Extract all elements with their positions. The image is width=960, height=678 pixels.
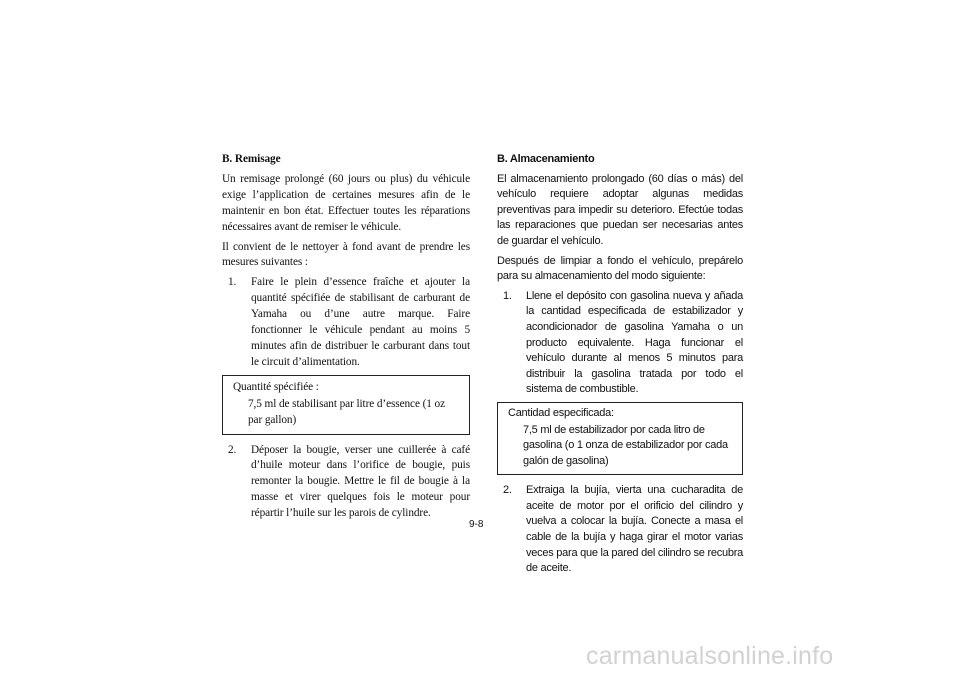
list-item-fr-1 xyxy=(222,275,470,370)
list-number: 1. xyxy=(503,289,512,302)
spec-box-es xyxy=(497,402,743,475)
paragraph-fr-2: Il convient de le nettoyer à fond avant de prendre les mesures suivantes : xyxy=(222,240,470,269)
french-column xyxy=(222,152,470,526)
section-heading-fr: B. Remisage xyxy=(222,153,281,165)
spec-label: Quantité spécifiée : xyxy=(233,380,319,393)
list-text: Extraiga la bujía, vierta una cucharadita de aceite de motor por el orificio del cilindro y vuelva a colocar la bujía. Conecte a masa el cable de la bujía y haga girar el motor varias veces para que la pared del cilindro se recubra de aceite. xyxy=(526,484,743,575)
list-number: 2. xyxy=(228,443,237,456)
list-text: Déposer la bougie, verser une cuillerée à café d’huile moteur dans l’orifice de bougie, puis remonter la bougie. Mettre le fil de bougie à la masse et virer quelques fois le moteur pour répartir l’huile sur les parois de cylindre. xyxy=(251,443,470,520)
list-text: Faire le plein d’essence fraîche et ajouter la quantité spécifiée de stabilisant de carburant de Yamaha ou d’une autre marque. Faire fonctionner le véhicule pendant au moins 5 minutes afin de distribuer le carburant dans tout le circuit d’alimentation. xyxy=(251,276,470,368)
spec-value: 7,5 ml de estabilizador por cada litro de gasolina (o 1 onza de estabilizador por cada galón de gasolina) xyxy=(523,423,728,467)
list-item-es-2 xyxy=(497,483,743,577)
list-number: 1. xyxy=(228,276,237,289)
spanish-column xyxy=(497,152,743,581)
list-item-fr-2 xyxy=(222,443,470,523)
paragraph-es-1: El almacenamiento prolongado (60 días o más) del vehículo requiere adoptar algunas medidas preventivas para impedir su deterioro. Efectúe todas las reparaciones que puedan ser necesarias antes de guardar el vehículo. xyxy=(497,172,743,247)
spec-label: Cantidad especificada: xyxy=(508,406,614,419)
page-number: 9-8 xyxy=(469,519,484,530)
list-item-es-1 xyxy=(497,289,743,398)
paragraph-es-2: Después de limpiar a fondo el vehículo, prepárelo para su almacenamiento del modo siguiente: xyxy=(497,254,743,283)
watermark: carmanualsonline.info xyxy=(586,642,834,670)
spec-box-fr xyxy=(222,375,470,435)
paragraph-fr-1: Un remisage prolongé (60 jours ou plus) du véhicule exige l’application de certaines mesures afin de le maintenir en bon état. Effectuer toutes les réparations nécessaires avant de remiser le véhicule. xyxy=(222,172,470,233)
spec-value: 7,5 ml de stabilisant par litre d’essence (1 oz par gallon) xyxy=(248,397,446,426)
list-text: Llene el depósito con gasolina nueva y añada la cantidad especificada de estabilizador y acondicionador de gasolina Yamaha o un producto equivalente. Haga funcionar el vehículo durante al menos 5 minutos para distribuir la gasolina tratada por todo el sistema de combustible. xyxy=(526,289,743,396)
section-heading-es: B. Almacenamiento xyxy=(497,153,595,165)
list-number: 2. xyxy=(503,484,512,497)
